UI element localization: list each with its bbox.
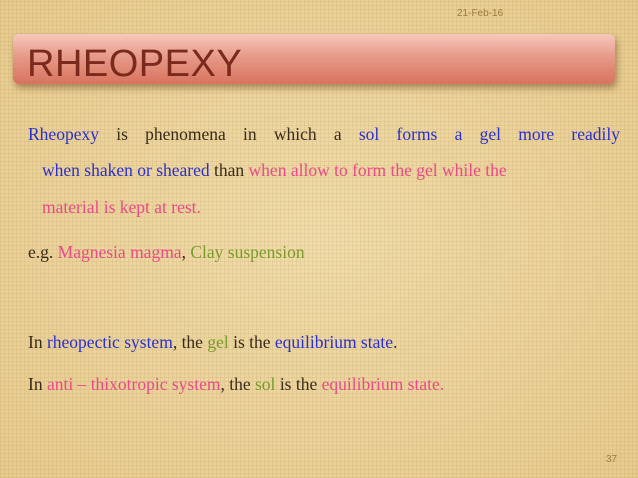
rheopectic-prefix: In xyxy=(28,332,47,352)
thixotropic-paragraph xyxy=(28,373,620,395)
rheopectic-equilibrium: equilibrium state xyxy=(274,332,394,352)
rheopectic-is-the: is the xyxy=(228,332,275,352)
definition-highlight-2: when shaken or sheared xyxy=(42,160,210,180)
definition-highlight-3: when allow to form the gel while the xyxy=(248,160,507,180)
definition-text: is phenomena in which a xyxy=(98,124,359,144)
thixotropic-equilibrium: equilibrium state xyxy=(321,374,440,394)
slide-title: RHEOPEXY xyxy=(27,43,243,85)
thixotropic-sol: sol xyxy=(255,374,276,394)
definition-highlight-1: sol forms a gel more readily xyxy=(358,124,620,144)
thixotropic-the: , the xyxy=(220,374,255,394)
thixotropic-term: anti – thixotropic system xyxy=(46,374,221,394)
rheopectic-gel: gel xyxy=(207,332,229,352)
definition-line-2 xyxy=(28,159,620,181)
term-rheopexy: Rheopexy xyxy=(28,124,99,144)
rheopectic-paragraph xyxy=(28,331,620,353)
definition-line-3: material is kept at rest. xyxy=(42,197,201,217)
example-clay: Clay suspension xyxy=(190,242,305,262)
thixotropic-period: . xyxy=(439,374,445,394)
rheopectic-the: , the xyxy=(172,332,208,352)
example-paragraph xyxy=(28,241,620,263)
slide-date: 21-Feb-16 xyxy=(457,8,504,19)
definition-text-than: than xyxy=(209,160,249,180)
example-magnesia: Magnesia magma xyxy=(57,242,182,262)
thixotropic-is-the: is the xyxy=(275,374,322,394)
rheopectic-period: . xyxy=(393,332,398,352)
page-number: 37 xyxy=(606,454,618,465)
definition-line-1 xyxy=(28,123,620,145)
definition-paragraph xyxy=(28,123,620,218)
rheopectic-term: rheopectic system xyxy=(46,332,173,352)
thixotropic-prefix: In xyxy=(28,374,47,394)
example-separator: , xyxy=(181,242,191,262)
example-prefix: e.g. xyxy=(28,242,58,262)
